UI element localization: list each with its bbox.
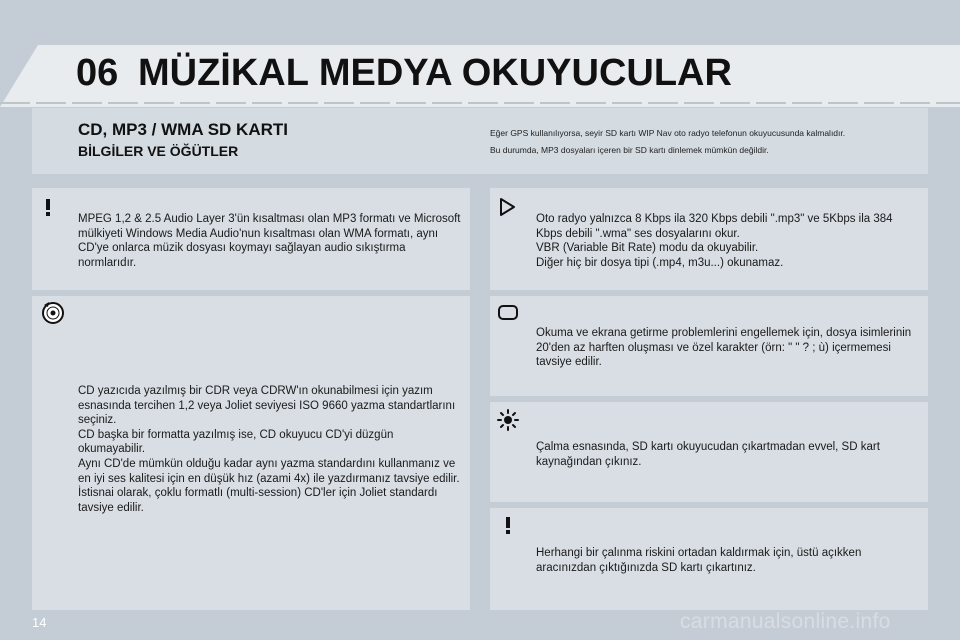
gps-note-line: Bu durumda, MP3 dosyaları içeren bir SD kartı dinlemek mümkün değildir. [490,145,769,155]
cd-disc-icon [40,300,66,326]
chapter-number: 06 [76,52,119,94]
cd-writer-text [78,384,462,515]
header-notch [0,45,38,107]
gps-note-line: Eğer GPS kullanılıyorsa, seyir SD kartı WIP Nav oto radyo telefonun okuyucusunda kalmalıdır. [490,128,846,138]
filenames-text: Okuma ve ekrana getirme problemlerini engellemek için, dosya isimlerinin 20'den az harften oluşması ve özel karakter (örn: " " ? ; ù) içermemesi tavsiye edilir. [536,327,912,369]
play-triangle-icon [496,196,518,218]
sun-icon [496,408,520,432]
cd-writer-line: Aynı CD'de mümkün olduğu kadar aynı yazma standardını kullanmanız ve en iyi ses kalitesi için en düşük hız (azami 4x) ile yazdırmanız tavsiye edilir. [78,457,460,485]
bitrate-line: Diğer hiç bir dosya tipi (.mp4, m3u...) okunamaz. [536,256,784,269]
bitrate-line: Oto radyo yalnızca 8 Kbps ila 320 Kbps debili ".mp3" ve 5Kbps ila 384 Kbps debili ".wma" ses dosyalarını okur. [536,213,893,240]
exclamation-icon [38,196,58,218]
rounded-rectangle-icon [496,303,520,323]
bitrate-text [536,212,920,270]
gps-note [490,125,920,159]
section-title: CD, MP3 / WMA SD KARTI [78,120,288,139]
header-divider [0,100,960,106]
cd-writer-line: CD yazıcıda yazılmış bir CDR veya CDRW'ın okunabilmesi için yazım esnasında tercihen 1,2 veya Joliet seviyesi ISO 9660 yazma standartlarını seçiniz. [78,385,456,427]
cd-writer-line: İstisnai olarak, çoklu formatlı (multi-session) CD'ler için Joliet standardı tavsiye edilir. [78,487,438,514]
page-title: MÜZİKAL MEDYA OKUYUCULAR [138,52,732,94]
page-number: 14 [32,615,47,630]
eject-text: Çalma esnasında, SD kartı okuyucudan çıkartmadan evvel, SD kart kaynağından çıkınız. [536,441,880,468]
mp3-format-text: MPEG 1,2 & 2.5 Audio Layer 3'ün kısaltması olan MP3 formatı ve Microsoft mülkiyeti Windows Media Audio'nun kısaltması olan WMA formatı, aynı CD'ye onlarca müzik dosyası koymayı sağlayan audio sıkıştırma normlarıdır. [78,213,461,269]
theft-text: Herhangi bir çalınma riskini ortadan kaldırmak için, üstü açıkken aracınızdan çıktığınızda SD kartı çıkartınız. [536,547,862,574]
bitrate-line: VBR (Variable Bit Rate) modu da okuyabilir. [536,242,759,255]
section-subtitle: BİLGİLER VE ÖĞÜTLER [78,143,239,159]
watermark: carmanualsonline.info [680,610,891,633]
exclamation-icon [498,514,518,536]
cd-writer-line: CD başka bir formatta yazılmış ise, CD okuyucu CD'yi düzgün okumayabilir. [78,428,394,456]
